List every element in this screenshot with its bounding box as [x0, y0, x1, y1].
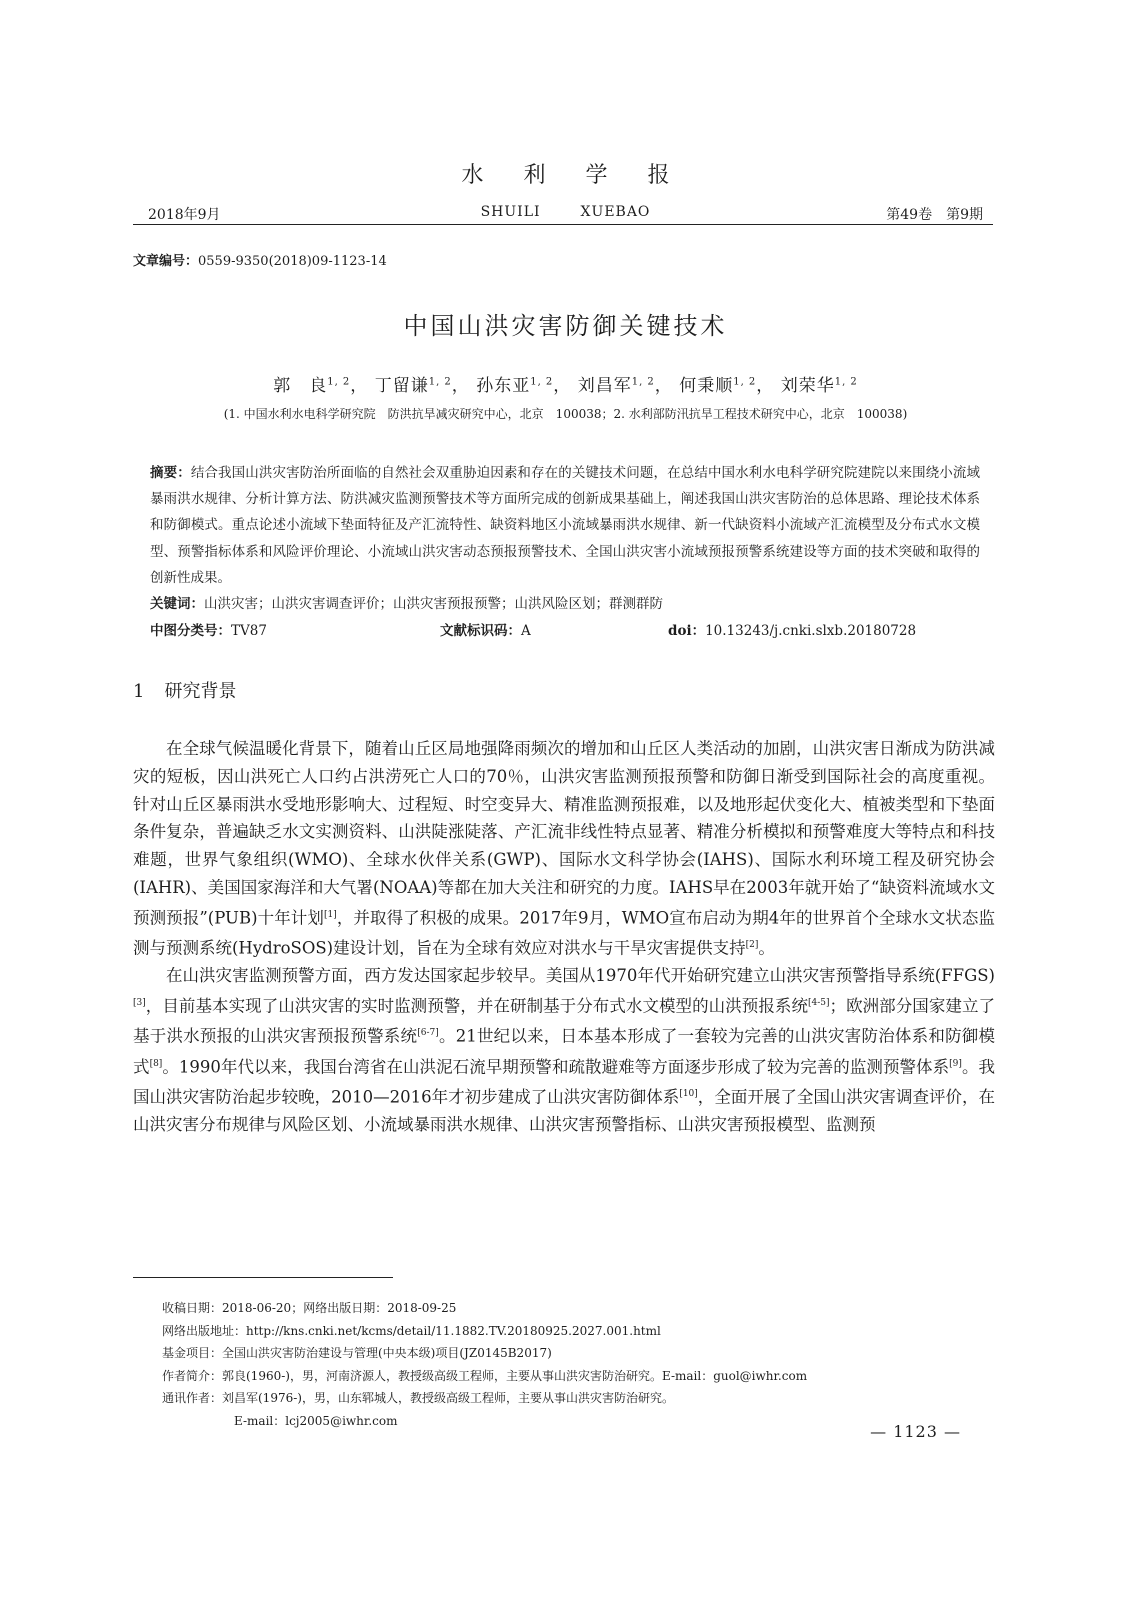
keywords-text: 山洪灾害；山洪灾害调查评价；山洪灾害预报预警；山洪风险区划；群测群防	[204, 596, 663, 613]
author-name: 何秉顺	[679, 376, 734, 396]
body-text	[133, 735, 995, 1139]
citation: [3]	[133, 998, 146, 1009]
header-rule	[133, 224, 993, 225]
text-run: 。1990年代以来，我国台湾省在山洪泥石流早期预警和疏散避难等方面逐步形成了较为完善的监测预警体系	[162, 1057, 950, 1077]
abstract-block	[150, 460, 980, 617]
journal-english-word: SHUILI	[480, 204, 541, 220]
online-url: 网络出版地址：http://kns.cnki.net/kcms/detail/11.1882.TV.20180925.2027.001.html	[162, 1323, 661, 1338]
citation: [6-7]	[417, 1028, 439, 1039]
abstract-label: 摘要：	[150, 465, 191, 481]
doi-value: 10.13243/j.cnki.slxb.20180728	[705, 623, 917, 639]
author-affiliation-mark: 1, 2	[631, 376, 655, 388]
citation: [8]	[149, 1058, 163, 1069]
citation: [1]	[323, 909, 337, 920]
citation: [4-5]	[808, 998, 830, 1009]
author-list: 郭 良$^{1, 2}$， 丁留谦$^{1, 2}$， 孙东亚$^{1, 2}$， 刘昌军$^{1, 2}$， 何秉顺$^{1, 2}$， 刘荣华$^{1, 2}$	[273, 376, 858, 396]
document-code-value: A	[521, 623, 531, 639]
author-affiliation-mark: 1, 2	[327, 376, 351, 388]
section-number: 1	[133, 681, 145, 702]
clc-label: 中图分类号：	[150, 623, 231, 639]
text-run: 。我国山洪灾害防治起步较晚，2010—2016年才初步建成了山洪灾害防御体系	[133, 1057, 996, 1107]
text-run: 。21世纪以来，日本基本形成了一套较为完善的山洪灾害防治体系和防御模式	[133, 1026, 996, 1077]
corresponding-email: E-mail：lcj2005@iwhr.com	[234, 1413, 398, 1428]
section-title: 研究背景	[164, 681, 237, 702]
footnotes	[162, 1297, 807, 1433]
journal-english-word: XUEBAO	[580, 204, 651, 220]
text-run: ，全面开展了全国山洪灾害调查评价，在山洪灾害分布规律与风险区划、小流域暴雨洪水规律、山洪灾害预警指标、山洪灾害预报模型、监测预	[133, 1087, 996, 1135]
text-run: ，并取得了积极的成果。2017年9月，WMO宣布启动为期4年的世界首个全球水文状态监测与预测系统(HydroSOS)建设计划，旨在为全球有效应对洪水与干旱灾害提供支持	[133, 908, 995, 958]
author-name: 孙东亚	[476, 376, 531, 396]
body-paragraph	[133, 962, 995, 1139]
abstract-text: 结合我国山洪灾害防治所面临的自然社会双重胁迫因素和存在的关键技术问题，在总结中国水利水电科学研究院建院以来围绕小流域暴雨洪水规律、分析计算方法、防洪减灾监测预警技术等方面所完成的创新成果基础上，阐述我国山洪灾害防治的总体思路、理论技术体系和防御模式。重点论述小流域下垫面特征及产汇流特性、缺资料地区小流域暴雨洪水规律、新一代缺资料小流域产汇流模型及分布式水文模型、预警指标体系和风险评价理论、小流域山洪灾害动态预报预警技术、全国山洪灾害小流域预报预警系统建设等方面的技术突破和取得的创新性成果。	[150, 465, 981, 586]
clc-value: TV87	[231, 623, 267, 639]
fund-info: 基金项目：全国山洪灾害防治建设与管理(中央本级)项目(JZ0145B2017)	[162, 1346, 552, 1361]
issue-date: 2018年9月	[148, 207, 221, 223]
paper-title: 中国山洪灾害防御关键技术	[403, 312, 728, 340]
author-affiliation-mark: 1, 2	[530, 376, 554, 388]
author-bio: 作者简介：郭良(1960-)，男，河南济源人，教授级高级工程师，主要从事山洪灾害防治研究。E-mail：guol@iwhr.com	[162, 1368, 808, 1383]
text-run: ；欧洲部分国家建立了基于洪水预报的山洪灾害预报预警系统	[133, 996, 996, 1046]
author-name: 丁留谦	[374, 376, 429, 396]
text-run: ，目前基本实现了山洪灾害的实时监测预警，并在研制基于分布式水文模型的山洪预报系统	[145, 996, 808, 1016]
clc-number	[150, 619, 267, 639]
keywords	[150, 591, 980, 617]
citation: [10]	[679, 1089, 698, 1100]
document-code	[440, 619, 531, 639]
section-heading	[133, 677, 236, 703]
text-run: 。	[758, 938, 775, 958]
author-affiliation-mark: 1, 2	[834, 376, 858, 388]
doi	[668, 619, 916, 639]
author-affiliation-mark: 1, 2	[428, 376, 452, 388]
author-affiliation-mark: 1, 2	[733, 376, 757, 388]
article-id-label: 文章编号：	[133, 254, 199, 269]
citation: [2]	[745, 940, 759, 951]
document-code-label: 文献标识码：	[440, 623, 521, 639]
journal-title: 水利学报	[461, 163, 710, 188]
volume-issue: 第49卷 第9期	[886, 207, 983, 223]
text-run: 在全球气候温暖化背景下，随着山丘区局地强降雨频次的增加和山丘区人类活动的加剧，山洪灾害日渐成为防洪减灾的短板，因山洪死亡人口约占洪涝死亡人口的70％，山洪灾害监测预报预警和防御日渐受到国际社会的高度重视。针对山丘区暴雨洪水受地形影响大、过程短、时空变异大、精准监测预报难，以及地形起伏变化大、植被类型和下垫面条件复杂，普遍缺乏水文实测资料、山洪陡涨陡落、产汇流非线性特点显著、精准分析模拟和预警难度大等特点和科技难题，世界气象组织(WMO)、全球水伙伴关系(GWP)、国际水文科学协会(IAHS)、国际水利环境工程及研究协会(IAHR)、美国国家海洋和大气署(NOAA)等都在加大关注和研究的力度。IAHS早在2003年就开始了“缺资料流域水文预测预报”(PUB)十年计划	[133, 739, 995, 928]
keywords-label: 关键词：	[150, 596, 204, 613]
author-name: 郭 良	[273, 376, 328, 396]
abstract	[150, 460, 980, 591]
footnote-rule	[133, 1277, 393, 1278]
body-paragraph	[133, 735, 995, 962]
affiliations: (1. 中国水利水电科学研究院 防洪抗旱减灾研究中心，北京 100038；2. 水利部防汛抗旱工程技术研究中心，北京 100038)	[223, 407, 908, 421]
received-date: 收稿日期：2018-06-20；网络出版日期：2018-09-25	[162, 1301, 457, 1315]
article-id	[133, 250, 387, 269]
page-number: — 1123 —	[870, 1422, 961, 1441]
article-id-value: 0559-9350(2018)09-1123-14	[198, 254, 387, 269]
citation: [9]	[949, 1058, 962, 1069]
author-name: 刘荣华	[780, 376, 835, 396]
corresponding-author: 通讯作者：刘昌军(1976-)，男，山东郓城人，教授级高级工程师，主要从事山洪灾害防治研究。	[162, 1391, 674, 1406]
author-name: 刘昌军	[577, 376, 632, 396]
doi-label: doi：	[668, 623, 706, 639]
text-run: 在山洪灾害监测预警方面，西方发达国家起步较早。美国从1970年代开始研究建立山洪灾害预警指导系统(FFGS)	[166, 966, 995, 986]
